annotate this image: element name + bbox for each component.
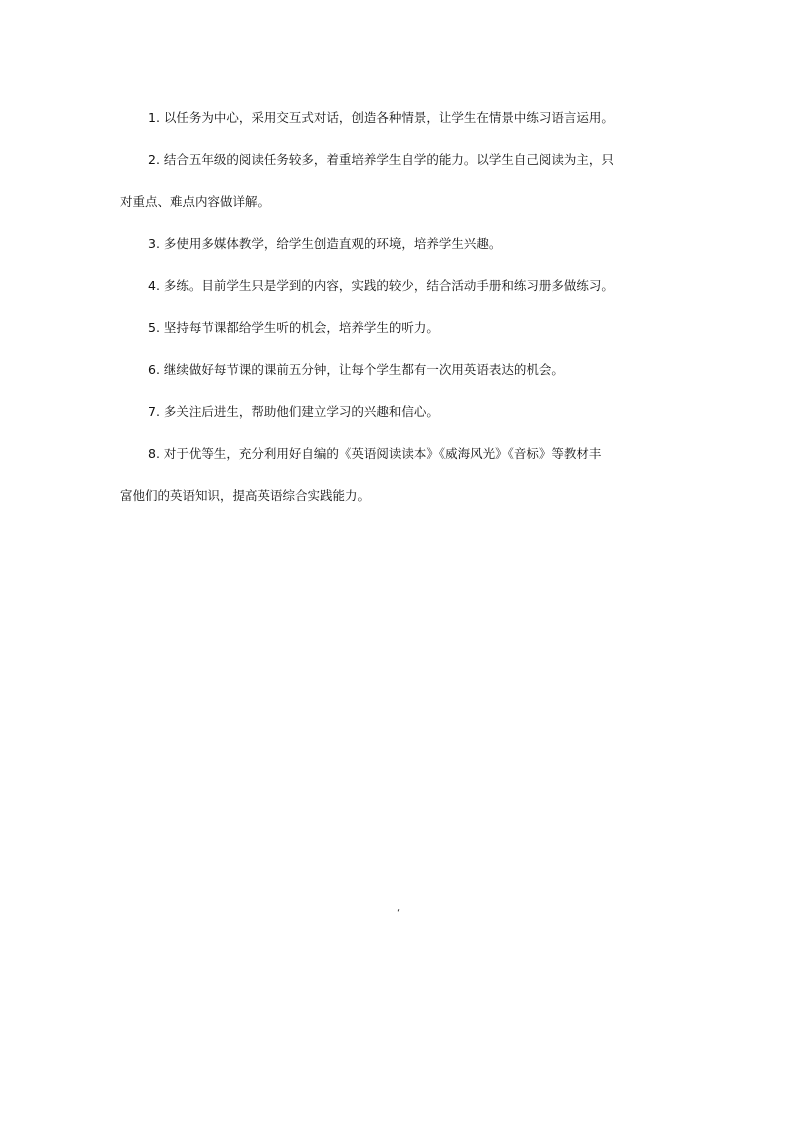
paragraph-6-line-1: 6. 继续做好每节课的课前五分钟，让每个学生都有一次用英语表达的机会。 — [148, 362, 564, 377]
paragraph-2 — [120, 149, 680, 212]
footer-mark: ‘ — [397, 908, 401, 919]
paragraph-4-line-1: 4. 多练。目前学生只是学到的内容，实践的较少，结合活动手册和练习册多做练习。 — [148, 278, 614, 293]
paragraph-2-line-2: 对重点、难点内容做详解。 — [120, 194, 271, 209]
paragraph-3-line-1: 3. 多使用多媒体教学，给学生创造直观的环境，培养学生兴趣。 — [148, 236, 502, 251]
document-body — [120, 107, 680, 506]
paragraph-2-line-1: 2. 结合五年级的阅读任务较多，着重培养学生自学的能力。以学生自己阅读为主，只 — [148, 152, 614, 167]
paragraph-7-line-1: 7. 多关注后进生，帮助他们建立学习的兴趣和信心。 — [148, 404, 439, 419]
paragraph-5-line-1: 5. 坚持每节课都给学生听的机会，培养学生的听力。 — [148, 320, 439, 335]
paragraph-1 — [120, 107, 680, 128]
paragraph-8 — [120, 443, 680, 506]
paragraph-1-line-1: 1. 以任务为中心，采用交互式对话，创造各种情景，让学生在情景中练习语言运用。 — [148, 110, 614, 125]
paragraph-3 — [120, 233, 680, 254]
paragraph-8-line-1: 8. 对于优等生，充分利用好自编的《英语阅读读本》《威海风光》《音标》等教材丰 — [148, 446, 602, 461]
paragraph-7 — [120, 401, 680, 422]
paragraph-4 — [120, 275, 680, 296]
paragraph-8-line-2: 富他们的英语知识，提高英语综合实践能力。 — [120, 488, 371, 503]
paragraph-5 — [120, 317, 680, 338]
paragraph-6 — [120, 359, 680, 380]
